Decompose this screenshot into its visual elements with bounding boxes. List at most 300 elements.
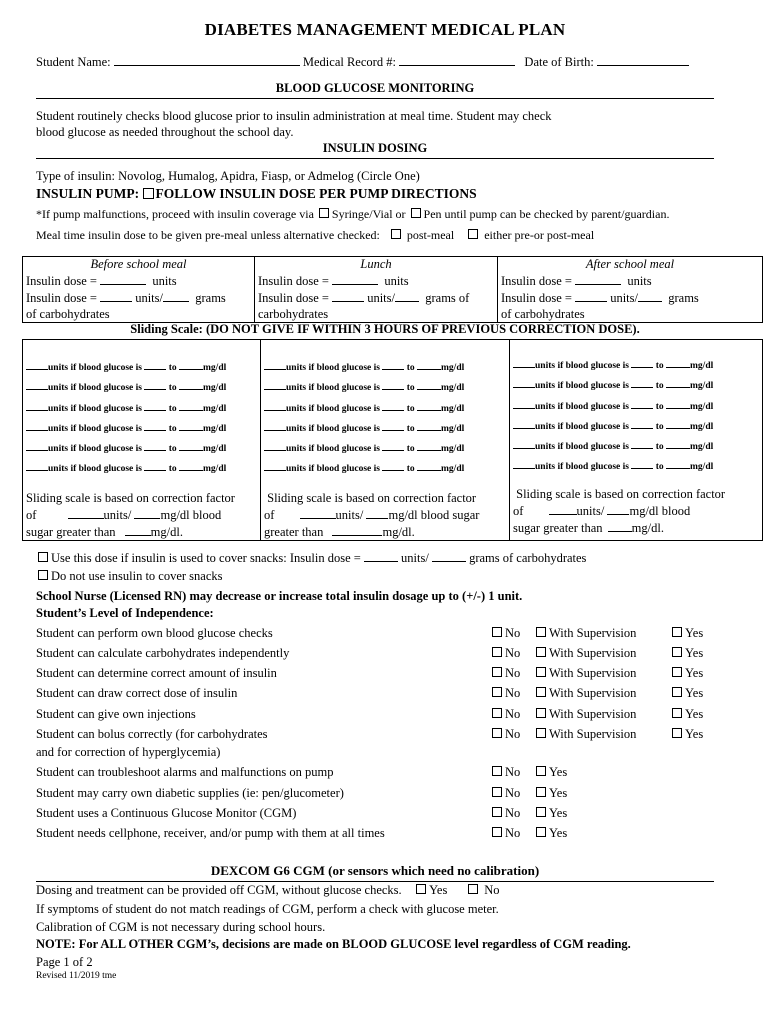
sliding-scale-row — [26, 439, 257, 459]
post-meal-checkbox[interactable] — [391, 229, 401, 239]
bg-high-field[interactable] — [179, 441, 203, 451]
sliding-scale-row — [264, 419, 506, 439]
page-number: Page 1 of 2 — [36, 955, 93, 969]
bolus-continuation-text: and for correction of hyperglycemia) — [36, 745, 221, 759]
no-checkbox[interactable] — [492, 708, 502, 718]
with-supervision-label: With Supervision — [549, 666, 637, 680]
bg-high-field[interactable] — [666, 399, 690, 409]
row-text-c: mg/dl — [441, 464, 465, 475]
units-label: units — [627, 274, 652, 288]
bg-low-field[interactable] — [144, 421, 166, 431]
bg-high-field[interactable] — [417, 380, 441, 390]
yes-label: Yes — [685, 646, 704, 660]
sliding-foot-2 — [264, 490, 506, 540]
with-supervision-label: With Supervision — [549, 686, 637, 700]
no-checkbox[interactable] — [492, 787, 502, 797]
insulin-pump-prefix: INSULIN PUMP: — [36, 186, 143, 201]
bg-high-field[interactable] — [417, 360, 441, 370]
dexcom-heading: DEXCOM G6 CGM (or sensors which need no calibration) — [36, 863, 714, 882]
yes-checkbox[interactable] — [536, 787, 546, 797]
units-label: units/ — [135, 291, 163, 305]
mealtime-line — [36, 228, 594, 243]
row-text-c: mg/dl — [203, 383, 227, 394]
foot-text: of — [26, 507, 37, 522]
dose-label: Insulin dose = — [26, 291, 97, 305]
independence-row — [36, 826, 736, 846]
student-info-row — [36, 53, 689, 70]
row-text-a: units if blood glucose is — [535, 442, 629, 453]
row-text-c: mg/dl — [441, 403, 465, 414]
units-field[interactable] — [26, 401, 48, 411]
independence-row — [36, 786, 736, 806]
row-text-b: to — [168, 464, 177, 475]
yes-label: Yes — [685, 707, 704, 721]
sliding-scale-row — [264, 378, 506, 398]
bg-monitoring-line2: blood glucose as needed throughout the school day. — [36, 125, 294, 139]
row-text-c: mg/dl — [690, 421, 714, 432]
mgdl-field[interactable] — [134, 506, 160, 519]
row-text-c: mg/dl — [690, 361, 714, 371]
snack-no-cover-line — [36, 569, 223, 584]
foot-text: sugar greater than — [513, 520, 603, 535]
row-text-b: to — [406, 444, 415, 455]
row-text-c: mg/dl — [441, 444, 465, 455]
dose-label: Insulin dose = — [501, 274, 572, 288]
independence-row — [36, 707, 736, 727]
sliding-foot-3 — [513, 486, 759, 536]
row-text-b: to — [168, 423, 177, 434]
independence-row — [36, 666, 736, 686]
threshold-field[interactable] — [332, 523, 382, 536]
independence-row — [36, 626, 736, 646]
units-field[interactable] — [26, 461, 48, 471]
student-name-label: Student Name: — [36, 55, 111, 69]
units-label: units/ — [610, 291, 638, 305]
row-text-a: units if blood glucose is — [48, 403, 142, 414]
sliding-scale-row — [26, 419, 257, 439]
units-field[interactable] — [513, 399, 535, 409]
foot-text: mg/dl blood — [629, 503, 691, 518]
row-text-c: mg/dl — [203, 423, 227, 434]
row-text-c: mg/dl — [203, 363, 227, 373]
yes-label: Yes — [685, 626, 704, 640]
yes-label: Yes — [685, 666, 704, 680]
row-text-c: mg/dl — [690, 442, 714, 453]
no-checkbox[interactable] — [492, 627, 502, 637]
yes-checkbox[interactable] — [536, 807, 546, 817]
row-text-b: to — [655, 361, 664, 371]
bg-low-field[interactable] — [382, 421, 404, 431]
with-supervision-checkbox[interactable] — [536, 647, 546, 657]
yes-checkbox[interactable] — [672, 647, 682, 657]
threshold-field[interactable] — [125, 523, 151, 536]
independence-question: Student can perform own blood glucose checks — [36, 626, 273, 640]
sliding-scale-row — [513, 397, 759, 417]
bg-low-field[interactable] — [631, 358, 653, 368]
with-supervision-label: With Supervision — [549, 727, 637, 741]
snack-dose-line — [36, 549, 586, 566]
row-text-a: units if blood glucose is — [48, 464, 142, 475]
independence-question: Student uses a Continuous Glucose Monitor (CGM) — [36, 806, 297, 820]
meal-cell-after — [498, 272, 763, 323]
bg-low-field[interactable] — [631, 399, 653, 409]
independence-row — [36, 646, 736, 666]
carbs-label: carbohydrates — [258, 307, 329, 321]
yes-checkbox[interactable] — [536, 766, 546, 776]
row-text-a: units if blood glucose is — [286, 363, 380, 373]
units-field[interactable] — [264, 421, 286, 431]
row-text-c: mg/dl — [690, 381, 714, 392]
foot-text: units/ — [103, 507, 132, 522]
bg-low-field[interactable] — [382, 360, 404, 370]
dose-label: Insulin dose = — [501, 291, 572, 305]
bg-high-field[interactable] — [417, 441, 441, 451]
yes-label: Yes — [685, 686, 704, 700]
sliding-col-2 — [261, 340, 510, 541]
dob-field[interactable] — [597, 53, 689, 66]
foot-text: mg/dl. — [631, 520, 664, 535]
sliding-scale-row — [26, 358, 257, 378]
carbs-label: of carbohydrates — [26, 307, 110, 321]
bg-high-field[interactable] — [666, 419, 690, 429]
pump-malfunction-line — [36, 207, 669, 222]
row-text-b: to — [655, 401, 664, 412]
independence-row — [36, 727, 736, 747]
foot-text: units/ — [335, 507, 364, 522]
bg-high-field[interactable] — [417, 421, 441, 431]
row-text-b: to — [655, 381, 664, 392]
dexcom-no-label: No — [484, 883, 500, 897]
no-checkbox[interactable] — [492, 827, 502, 837]
sliding-rows-1 — [26, 358, 257, 480]
independence-heading: Student’s Level of Independence: — [36, 606, 214, 620]
grams-field[interactable] — [638, 289, 662, 302]
units-field[interactable] — [264, 380, 286, 390]
nurse-line: School Nurse (Licensed RN) may decrease or increase total insulin dosage up to (+/-) 1 unit. — [36, 589, 523, 603]
foot-text: mg/dl blood sugar — [388, 507, 480, 522]
row-text-a: units if blood glucose is — [535, 421, 629, 432]
row-text-b: to — [168, 363, 177, 373]
mgdl-field[interactable] — [366, 506, 388, 519]
with-supervision-label: With Supervision — [549, 626, 637, 640]
units-field[interactable] — [264, 461, 286, 471]
row-text-c: mg/dl — [441, 383, 465, 394]
bg-high-field[interactable] — [666, 459, 690, 469]
row-text-c: mg/dl — [441, 423, 465, 434]
units-field[interactable] — [26, 380, 48, 390]
row-text-b: to — [655, 421, 664, 432]
either-meal-checkbox[interactable] — [468, 229, 478, 239]
foot-text: units/ — [576, 503, 605, 518]
no-label: No — [505, 786, 521, 800]
independence-question: Student can bolus correctly (for carbohydrates — [36, 727, 268, 741]
medical-record-field[interactable] — [399, 53, 515, 66]
bg-low-field[interactable] — [631, 439, 653, 449]
bg-low-field[interactable] — [382, 441, 404, 451]
no-label: No — [505, 826, 521, 840]
row-text-a: units if blood glucose is — [286, 403, 380, 414]
dexcom-line1 — [36, 883, 500, 898]
row-text-a: units if blood glucose is — [535, 361, 629, 371]
insulin-pump-text: FOLLOW INSULIN DOSE PER PUMP DIRECTIONS — [155, 186, 477, 201]
with-supervision-checkbox[interactable] — [536, 687, 546, 697]
row-text-c: mg/dl — [203, 464, 227, 475]
yes-label: Yes — [549, 786, 568, 800]
units-field[interactable] — [264, 401, 286, 411]
units-field[interactable] — [513, 358, 535, 368]
snack-dose-field[interactable] — [364, 549, 398, 562]
units-field[interactable] — [264, 360, 286, 370]
independence-question: Student needs cellphone, receiver, and/or pump with them at all times — [36, 826, 385, 840]
units-field[interactable] — [26, 441, 48, 451]
units-field[interactable] — [513, 459, 535, 469]
bg-low-field[interactable] — [144, 401, 166, 411]
row-text-a: units if blood glucose is — [48, 444, 142, 455]
bg-high-field[interactable] — [417, 461, 441, 471]
units-field[interactable] — [513, 419, 535, 429]
grams-field[interactable] — [163, 289, 189, 302]
dose-field[interactable] — [575, 272, 621, 285]
malfunction-text-c: Pen until pump can be checked by parent/guardian. — [423, 207, 670, 221]
mgdl-field[interactable] — [607, 502, 629, 515]
sliding-scale-row — [513, 457, 759, 477]
yes-checkbox[interactable] — [536, 827, 546, 837]
foot-text: mg/dl. — [382, 524, 415, 539]
dexcom-line2: If symptoms of student do not match readings of CGM, perform a check with glucose meter. — [36, 902, 499, 916]
no-checkbox[interactable] — [492, 766, 502, 776]
row-text-a: units if blood glucose is — [535, 381, 629, 392]
revised-note: Revised 11/2019 tme — [36, 971, 117, 981]
dose-field[interactable] — [332, 272, 378, 285]
independence-question: Student can give own injections — [36, 707, 196, 721]
row-text-b: to — [168, 403, 177, 414]
independence-question: Student can draw correct dose of insulin — [36, 686, 238, 700]
student-name-field[interactable] — [114, 53, 300, 66]
dexcom-yes-label: Yes — [429, 883, 448, 897]
yes-label: Yes — [685, 727, 704, 741]
bg-low-field[interactable] — [382, 461, 404, 471]
no-checkbox[interactable] — [492, 807, 502, 817]
meal-header-after: After school meal — [498, 257, 763, 273]
yes-label: Yes — [549, 806, 568, 820]
units-field[interactable] — [26, 360, 48, 370]
yes-checkbox[interactable] — [672, 708, 682, 718]
grams-field[interactable] — [395, 289, 419, 302]
row-text-b: to — [406, 423, 415, 434]
independence-question: Student can calculate carbohydrates independently — [36, 646, 290, 660]
dose-field[interactable] — [100, 272, 146, 285]
row-text-c: mg/dl — [203, 403, 227, 414]
dose-field[interactable] — [575, 289, 607, 302]
either-meal-label: either pre-or post-meal — [484, 228, 595, 242]
snack-no-cover-text: Do not use insulin to cover snacks — [51, 569, 223, 583]
insulin-dosing-heading: INSULIN DOSING — [36, 141, 714, 159]
foot-text: of — [264, 507, 275, 522]
units-label: units — [384, 274, 409, 288]
meal-cell-before — [23, 272, 255, 323]
bg-low-field[interactable] — [382, 401, 404, 411]
row-text-a: units if blood glucose is — [48, 423, 142, 434]
bg-high-field[interactable] — [179, 401, 203, 411]
snack-dose-checkbox[interactable] — [38, 552, 48, 562]
bg-high-field[interactable] — [666, 378, 690, 388]
bg-high-field[interactable] — [417, 401, 441, 411]
snack-text-c: grams of carbohydrates — [469, 551, 587, 565]
threshold-field[interactable] — [608, 519, 632, 532]
sliding-scale-heading: Sliding Scale: (DO NOT GIVE IF WITHIN 3 HOURS OF PREVIOUS CORRECTION DOSE). — [130, 322, 640, 336]
independence-row — [36, 806, 736, 826]
snack-grams-field[interactable] — [432, 549, 466, 562]
sliding-scale-row — [264, 399, 506, 419]
units-field[interactable] — [26, 421, 48, 431]
dose-label: Insulin dose = — [258, 274, 329, 288]
bg-low-field[interactable] — [631, 378, 653, 388]
sliding-scale-row — [513, 356, 759, 376]
bg-low-field[interactable] — [144, 380, 166, 390]
dose-label: Insulin dose = — [258, 291, 329, 305]
row-text-c: mg/dl — [203, 444, 227, 455]
sliding-scale-row — [26, 378, 257, 398]
row-text-a: units if blood glucose is — [286, 464, 380, 475]
mealtime-text-a: Meal time insulin dose to be given pre-meal unless alternative checked: — [36, 228, 380, 242]
row-text-a: units if blood glucose is — [48, 383, 142, 394]
sliding-scale-row — [264, 459, 506, 479]
no-label: No — [505, 806, 521, 820]
meal-header-lunch: Lunch — [255, 257, 498, 273]
yes-label: Yes — [549, 826, 568, 840]
pen-checkbox[interactable] — [411, 208, 421, 218]
syringe-vial-checkbox[interactable] — [319, 208, 329, 218]
units-field[interactable] — [513, 439, 535, 449]
bg-low-field[interactable] — [631, 419, 653, 429]
no-label: No — [505, 646, 521, 660]
row-text-b: to — [406, 383, 415, 394]
insulin-type-line: Type of insulin: Novolog, Humalog, Apidra, Fiasp, or Admelog (Circle One) — [36, 169, 420, 183]
malfunction-text-b: Syringe/Vial or — [331, 207, 406, 221]
row-text-a: units if blood glucose is — [535, 462, 629, 473]
insulin-pump-line — [36, 186, 477, 202]
no-label: No — [505, 707, 521, 721]
row-text-a: units if blood glucose is — [286, 383, 380, 394]
sliding-foot-1 — [26, 490, 257, 540]
bg-low-field[interactable] — [144, 360, 166, 370]
bg-high-field[interactable] — [666, 358, 690, 368]
row-text-b: to — [168, 383, 177, 394]
dexcom-line1-text: Dosing and treatment can be provided off CGM, without glucose checks. — [36, 883, 402, 897]
sliding-scale-row — [264, 358, 506, 378]
units-field[interactable] — [264, 441, 286, 451]
yes-checkbox[interactable] — [672, 667, 682, 677]
with-supervision-checkbox[interactable] — [536, 708, 546, 718]
bg-low-field[interactable] — [144, 461, 166, 471]
bg-high-field[interactable] — [666, 439, 690, 449]
post-meal-label: post-meal — [406, 228, 455, 242]
independence-question: Student can determine correct amount of insulin — [36, 666, 277, 680]
row-text-b: to — [655, 442, 664, 453]
no-checkbox[interactable] — [492, 687, 502, 697]
units-field[interactable] — [513, 378, 535, 388]
dexcom-no-checkbox[interactable] — [468, 884, 478, 894]
bg-high-field[interactable] — [179, 461, 203, 471]
no-checkbox[interactable] — [492, 667, 502, 677]
page-title: DIABETES MANAGEMENT MEDICAL PLAN — [204, 20, 566, 39]
yes-checkbox[interactable] — [672, 627, 682, 637]
foot-text: mg/dl. — [150, 524, 183, 539]
foot-text: Sliding scale is based on correction factor — [267, 490, 477, 505]
grams-label: grams of — [425, 291, 470, 305]
row-text-b: to — [406, 363, 415, 373]
sliding-scale-table — [22, 339, 763, 541]
dexcom-line3: Calibration of CGM is not necessary during school hours. — [36, 920, 326, 934]
no-label: No — [505, 727, 521, 741]
sliding-col-3 — [510, 340, 763, 541]
units-field[interactable] — [300, 506, 336, 519]
row-text-a: units if blood glucose is — [535, 401, 629, 412]
bg-low-field[interactable] — [631, 459, 653, 469]
carbs-label: of carbohydrates — [501, 307, 585, 321]
bg-monitoring-line1: Student routinely checks blood glucose prior to insulin administration at meal time. Student may check — [36, 109, 552, 123]
dob-label: Date of Birth: — [524, 55, 594, 69]
dose-label: Insulin dose = — [26, 274, 97, 288]
with-supervision-checkbox[interactable] — [536, 667, 546, 677]
dexcom-note: NOTE: For ALL OTHER CGM’s, decisions are made on BLOOD GLUCOSE level regardless of CGM reading. — [36, 937, 631, 951]
sliding-scale-row — [513, 417, 759, 437]
bg-low-field[interactable] — [144, 441, 166, 451]
pump-checkbox[interactable] — [143, 188, 154, 199]
units-field[interactable] — [549, 502, 577, 515]
with-supervision-checkbox[interactable] — [536, 728, 546, 738]
no-checkbox[interactable] — [492, 728, 502, 738]
yes-checkbox[interactable] — [672, 728, 682, 738]
sliding-scale-row — [513, 437, 759, 457]
sliding-scale-row — [264, 439, 506, 459]
bg-low-field[interactable] — [382, 380, 404, 390]
no-checkbox[interactable] — [492, 647, 502, 657]
snack-no-cover-checkbox[interactable] — [38, 570, 48, 580]
snack-text-a: Use this dose if insulin is used to cover snacks: Insulin dose = — [51, 551, 361, 565]
bg-high-field[interactable] — [179, 380, 203, 390]
foot-text: of — [513, 503, 524, 518]
independence-question: Student may carry own diabetic supplies (ie: pen/glucometer) — [36, 786, 344, 800]
meal-header-before: Before school meal — [23, 257, 255, 273]
foot-text: Sliding scale is based on correction factor — [516, 486, 726, 501]
grams-label: grams — [668, 291, 699, 305]
bg-high-field[interactable] — [179, 360, 203, 370]
row-text-c: mg/dl — [441, 363, 465, 373]
row-text-c: mg/dl — [690, 401, 714, 412]
row-text-b: to — [406, 403, 415, 414]
meal-cell-lunch — [255, 272, 498, 323]
foot-text: Sliding scale is based on correction factor — [26, 490, 235, 505]
with-supervision-checkbox[interactable] — [536, 627, 546, 637]
bolus-continuation — [36, 745, 736, 765]
grams-label: grams — [195, 291, 226, 305]
yes-label: Yes — [549, 765, 568, 779]
dose-field[interactable] — [100, 289, 132, 302]
with-supervision-label: With Supervision — [549, 707, 637, 721]
units-field[interactable] — [68, 506, 104, 519]
with-supervision-label: With Supervision — [549, 646, 637, 660]
row-text-c: mg/dl — [690, 462, 714, 473]
dexcom-yes-checkbox[interactable] — [416, 884, 426, 894]
foot-text: greater than — [264, 524, 324, 539]
bg-high-field[interactable] — [179, 421, 203, 431]
yes-checkbox[interactable] — [672, 687, 682, 697]
dose-field[interactable] — [332, 289, 364, 302]
sliding-scale-row — [26, 459, 257, 479]
sliding-scale-row — [26, 399, 257, 419]
row-text-b: to — [406, 464, 415, 475]
